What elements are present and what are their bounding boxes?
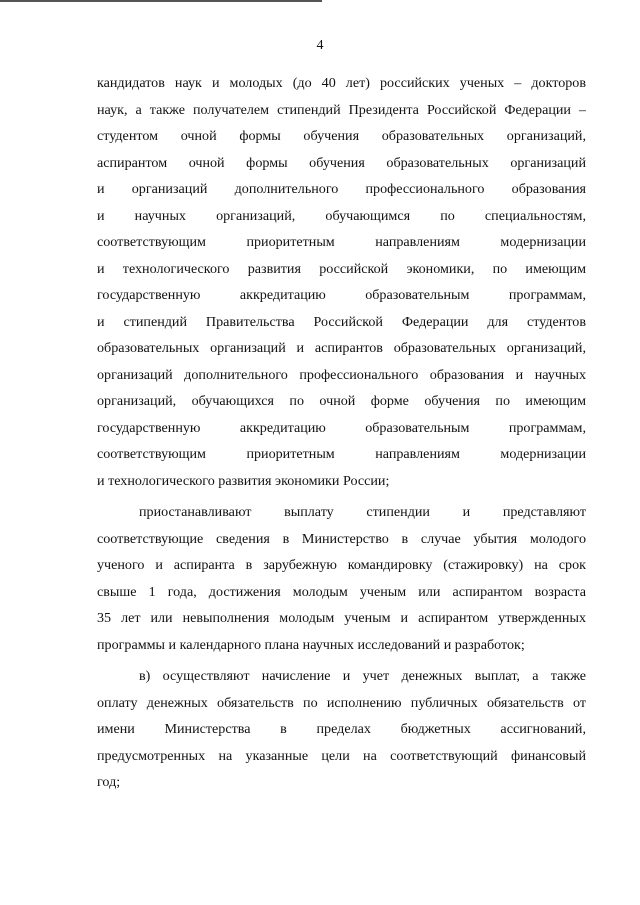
text-line: ученого и аспиранта в зарубежную командировку (стажировку) на срок: [97, 557, 586, 573]
text-line: образовательных организаций и аспирантов образовательных организаций,: [97, 340, 586, 356]
text-line: и научных организаций, обучающимся по специальностям,: [97, 207, 586, 224]
text-line: соответствующим приоритетным направлениям модернизации: [97, 234, 586, 250]
text-line: и технологического развития экономики России;: [97, 472, 390, 489]
text-line: аспирантом очной формы обучения образовательных организаций: [97, 154, 586, 171]
text-line: программы и календарного плана научных исследований и разработок;: [97, 636, 525, 653]
text-line: государственную аккредитацию образовательным программам,: [97, 287, 586, 303]
text-line: предусмотренных на указанные цели на соответствующий финансовый: [97, 747, 586, 764]
text-line: оплату денежных обязательств по исполнению публичных обязательств от: [97, 694, 586, 711]
top-rule-line: [0, 0, 322, 2]
text-line: соответствующие сведения в Министерство в случае убытия молодого: [97, 530, 586, 547]
text-line: в) осуществляют начисление и учет денежных выплат, а также: [139, 668, 586, 684]
text-line: свыше 1 года, достижения молодым ученым или аспирантом возраста: [97, 583, 586, 600]
text-line: и технологического развития российской экономики, по имеющим: [97, 260, 586, 277]
text-line: организаций, обучающихся по очной форме обучения по имеющим: [97, 393, 586, 409]
text-line: государственную аккредитацию образовательным программам,: [97, 419, 586, 436]
text-line: приостанавливают выплату стипендии и представляют: [139, 504, 586, 520]
body-text: [97, 70, 586, 796]
text-line: студентом очной формы обучения образовательных организаций,: [97, 128, 586, 144]
text-line: 35 лет или невыполнения молодым ученым и аспирантом утвержденных: [97, 610, 586, 626]
text-line: организаций дополнительного профессионального образования и научных: [97, 366, 586, 383]
text-line: соответствующим приоритетным направлениям модернизации: [97, 446, 586, 462]
text-line: наук, а также получателем стипендий Президента Российской Федерации –: [97, 101, 586, 118]
page-number: 4: [316, 38, 324, 53]
text-line: имени Министерства в пределах бюджетных ассигнований,: [97, 721, 586, 737]
text-line: кандидатов наук и молодых (до 40 лет) российских ученых – докторов: [97, 75, 586, 91]
text-line: и организаций дополнительного профессионального образования: [97, 181, 586, 197]
text-line: и стипендий Правительства Российской Федерации для студентов: [97, 313, 586, 330]
text-line: год;: [97, 774, 121, 790]
